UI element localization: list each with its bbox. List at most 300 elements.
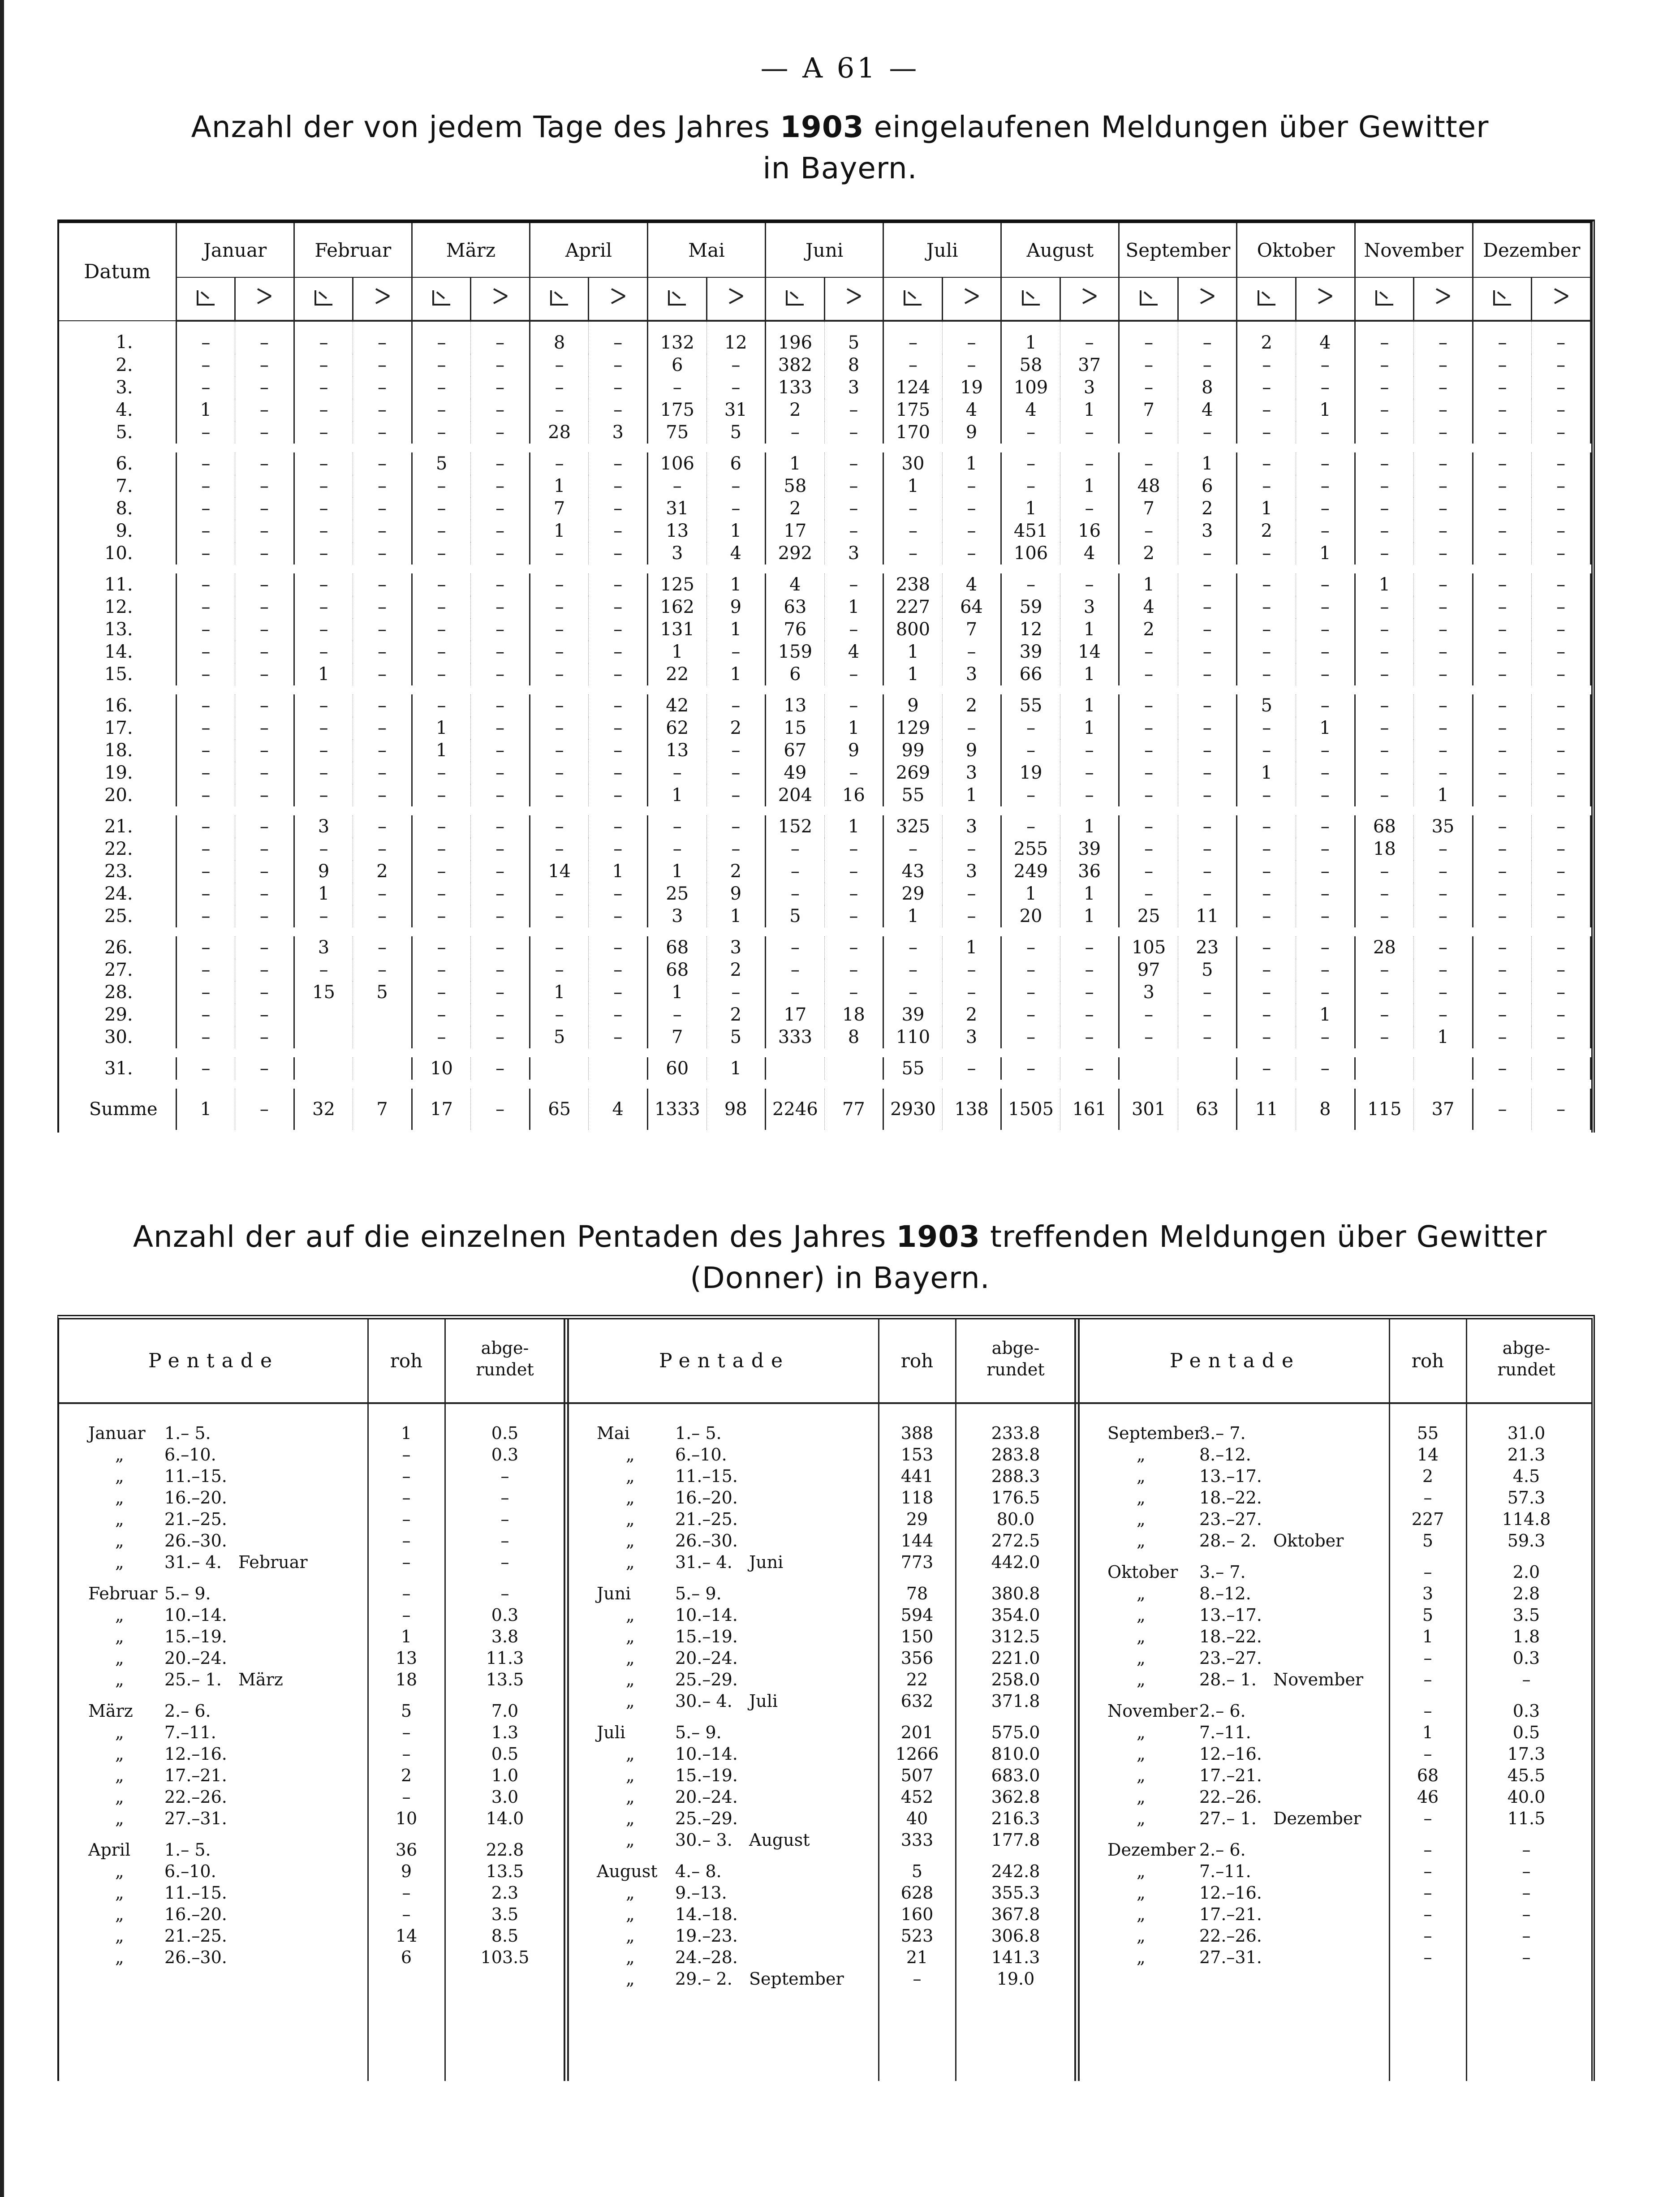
table-cell: – <box>235 452 294 475</box>
table-cell: – <box>942 475 1001 497</box>
table-cell: – <box>530 936 589 959</box>
table-cell: – <box>294 717 353 739</box>
thunderstorm-icon <box>668 290 686 306</box>
table-cell: – <box>353 694 412 717</box>
table-cell: – <box>412 905 471 927</box>
table-cell: – <box>294 452 353 475</box>
table-cell: 66 <box>1001 663 1060 685</box>
table-cell <box>353 1004 412 1026</box>
table-cell: – <box>1532 497 1591 520</box>
pentad-month: „ <box>1137 1723 1146 1742</box>
table-cell: – <box>1355 717 1414 739</box>
table-cell: 159 <box>766 641 825 663</box>
table-cell: – <box>412 596 471 618</box>
pentad-month: „ <box>1137 1488 1146 1508</box>
pentad-row <box>1081 1743 1591 1765</box>
pentad-range: 16.–20. <box>164 1904 227 1924</box>
table-cell: – <box>1532 784 1591 806</box>
table-cell: 1 <box>647 784 706 806</box>
day-label: 27. <box>59 959 176 981</box>
table-cell: – <box>1119 663 1178 685</box>
lightning-symbol-icon <box>353 277 412 321</box>
pentad-raw: 632 <box>900 1691 934 1711</box>
table-cell: – <box>176 641 235 663</box>
pentad-rounded: – <box>1522 1947 1531 1967</box>
table-row <box>59 717 1591 739</box>
table-cell: 1 <box>1414 1026 1473 1048</box>
pentad-range: 2.– 6. <box>1199 1840 1246 1860</box>
pentad-range: 18.–22. <box>1199 1488 1262 1508</box>
table-cell: – <box>1473 739 1532 762</box>
pentad-rounded: 59.3 <box>1507 1531 1546 1551</box>
pentad-raw: 523 <box>900 1926 934 1946</box>
table-cell: – <box>294 520 353 542</box>
pentad-range: 15.–19. <box>675 1766 738 1785</box>
pentad-rounded: 0.5 <box>491 1744 519 1764</box>
table-cell: 8 <box>824 354 883 376</box>
pentad-range: 17.–21. <box>1199 1904 1262 1924</box>
pentad-month: „ <box>115 1744 124 1764</box>
table-cell: – <box>1473 618 1532 641</box>
table-cell: – <box>1237 883 1296 905</box>
pentad-raw: – <box>1423 1670 1432 1689</box>
pentad-raw: 22 <box>906 1670 928 1689</box>
table-cell: 5 <box>706 421 766 444</box>
pentad-row <box>59 1530 570 1551</box>
table-cell: – <box>1473 838 1532 860</box>
lightning-symbol-icon <box>1296 277 1355 321</box>
pentad-month: März <box>88 1701 133 1721</box>
table-cell: 131 <box>647 618 706 641</box>
table-cell: – <box>1414 959 1473 981</box>
table-cell: – <box>883 959 943 981</box>
table-cell: – <box>412 883 471 905</box>
table-cell: 8 <box>1178 376 1237 399</box>
table-cell: – <box>176 860 235 883</box>
table-cell: 55 <box>883 1057 943 1080</box>
table-cell: 39 <box>1001 641 1060 663</box>
table-cell: – <box>883 936 943 959</box>
table-cell: – <box>1119 1004 1178 1026</box>
day-label: 25. <box>59 905 176 927</box>
table-cell: – <box>471 936 530 959</box>
table-cell: – <box>235 694 294 717</box>
table-cell: 49 <box>766 762 825 784</box>
table-cell: – <box>471 663 530 685</box>
table-cell: 152 <box>766 815 825 838</box>
pentad-row <box>570 1669 1081 1690</box>
pentad-raw: – <box>1423 1809 1432 1828</box>
pentad-raw: 40 <box>906 1809 928 1828</box>
pentad-month: Oktober <box>1107 1562 1178 1582</box>
pentad-raw: – <box>402 1488 411 1508</box>
table-cell: – <box>1473 399 1532 421</box>
sum-cell: 1333 <box>647 1089 706 1130</box>
pentad-range: 15.–19. <box>675 1627 738 1646</box>
table-cell: 7 <box>1119 497 1178 520</box>
table-cell: – <box>235 421 294 444</box>
pentad-raw: – <box>1423 1947 1432 1967</box>
lightning-icon <box>847 291 861 305</box>
table-cell: 23 <box>1178 936 1237 959</box>
page-number: — A 61 — <box>760 52 920 84</box>
table-cell: 4 <box>1178 399 1237 421</box>
gap-cell <box>59 564 1591 573</box>
pentad-raw: 18 <box>395 1670 418 1689</box>
lightning-icon <box>494 291 507 305</box>
table-cell: – <box>589 739 648 762</box>
table-cell: – <box>589 376 648 399</box>
table-cell: – <box>235 1057 294 1080</box>
table-cell: – <box>1296 573 1355 596</box>
table-cell: – <box>471 399 530 421</box>
lightning-icon <box>1436 291 1450 305</box>
sum-cell: 77 <box>824 1089 883 1130</box>
pentad-month: „ <box>1137 1766 1146 1785</box>
pentad-raw: 5 <box>1422 1605 1434 1625</box>
table-cell: – <box>1355 641 1414 663</box>
table-cell: – <box>1414 573 1473 596</box>
pentad-row <box>570 1882 1081 1904</box>
table-cell: – <box>1414 520 1473 542</box>
table-cell: 1 <box>824 815 883 838</box>
table-cell: 9 <box>294 860 353 883</box>
pentad-month: „ <box>626 1947 635 1967</box>
table-cell: 2 <box>706 717 766 739</box>
pentad-raw: 2 <box>1422 1466 1434 1486</box>
table-cell: – <box>235 618 294 641</box>
table-cell: 5 <box>1178 959 1237 981</box>
table-cell: – <box>824 762 883 784</box>
pentad-range: 9.–13. <box>675 1883 727 1903</box>
table-cell: 3 <box>942 663 1001 685</box>
table-cell: 1 <box>1060 905 1119 927</box>
table-cell: 13 <box>647 520 706 542</box>
pentad-range: 20.–24. <box>675 1648 738 1668</box>
pentad-rounded: 22.8 <box>486 1840 524 1860</box>
table-cell: – <box>235 860 294 883</box>
sum-label: Summe <box>59 1089 176 1130</box>
table-cell: – <box>1178 1004 1237 1026</box>
table-cell: – <box>647 1004 706 1026</box>
table-cell: – <box>1178 542 1237 564</box>
day-label: 12. <box>59 596 176 618</box>
table-cell: 2 <box>766 497 825 520</box>
pentad-range: 8.–12. <box>1199 1584 1251 1603</box>
rounded-header-line1: abge- <box>991 1338 1040 1358</box>
pentad-rounded: 362.8 <box>991 1787 1040 1807</box>
table-cell: – <box>647 815 706 838</box>
table-cell: – <box>353 959 412 981</box>
pentad-block <box>570 1319 1081 2081</box>
table-cell: 12 <box>1001 618 1060 641</box>
table-cell: – <box>235 321 294 354</box>
pentad-row <box>1081 1669 1591 1690</box>
pentad-month: „ <box>115 1926 124 1946</box>
table-cell: 3 <box>706 936 766 959</box>
table-cell: 133 <box>766 376 825 399</box>
table-cell: – <box>353 641 412 663</box>
pentad-raw: 452 <box>900 1787 934 1807</box>
table-cell: 4 <box>942 573 1001 596</box>
pentad-rounded: 367.8 <box>991 1904 1040 1924</box>
pentad-raw: 1 <box>1422 1723 1434 1742</box>
pentad-row <box>1081 1839 1591 1861</box>
table-row <box>59 860 1591 883</box>
table-cell: – <box>706 354 766 376</box>
table-cell: – <box>530 784 589 806</box>
pentad-range-month: September <box>749 1969 844 1989</box>
pentad-range: 7.–11. <box>164 1723 216 1742</box>
table-cell: – <box>1296 641 1355 663</box>
table-cell: – <box>353 815 412 838</box>
table-cell: 16 <box>1060 520 1119 542</box>
table-cell: – <box>942 497 1001 520</box>
table-cell: – <box>471 452 530 475</box>
pentad-rounded: 354.0 <box>991 1605 1040 1625</box>
table-cell: – <box>706 497 766 520</box>
table-cell: – <box>1119 860 1178 883</box>
table-cell: 68 <box>647 936 706 959</box>
pentad-row <box>1081 1561 1591 1583</box>
table-cell: – <box>1178 739 1237 762</box>
pentad-raw: 150 <box>900 1627 934 1646</box>
pentad-month: „ <box>115 1509 124 1529</box>
table-cell: – <box>1296 981 1355 1004</box>
pentad-month: „ <box>626 1488 635 1508</box>
table-cell: – <box>1355 542 1414 564</box>
table-cell: 37 <box>1060 354 1119 376</box>
day-label: 31. <box>59 1057 176 1080</box>
table-cell: – <box>824 860 883 883</box>
table-cell: 1 <box>1296 399 1355 421</box>
table-cell: 6 <box>1178 475 1237 497</box>
pentad-row <box>59 1861 570 1882</box>
table-cell: – <box>412 573 471 596</box>
table-cell: 124 <box>883 376 943 399</box>
day-label: 10. <box>59 542 176 564</box>
table-cell: – <box>1532 1057 1591 1080</box>
table-cell: 3 <box>589 421 648 444</box>
pentad-rounded: – <box>500 1552 509 1572</box>
table-cell: – <box>1001 1004 1060 1026</box>
table-cell: – <box>942 981 1001 1004</box>
pentad-range: 29.– 2. <box>675 1969 732 1989</box>
pentad-row <box>570 1690 1081 1712</box>
table-cell: – <box>1473 452 1532 475</box>
table-cell: – <box>1237 573 1296 596</box>
table-cell: 68 <box>647 959 706 981</box>
pentad-rounded: – <box>1522 1670 1531 1689</box>
table-cell: – <box>1296 596 1355 618</box>
table-cell: – <box>1532 981 1591 1004</box>
table-cell: – <box>942 717 1001 739</box>
pentade-header: Pentade <box>1169 1349 1301 1372</box>
pentad-rounded: 3.0 <box>491 1787 519 1807</box>
pentad-range: 15.–19. <box>164 1627 227 1646</box>
table-cell: – <box>1060 1057 1119 1080</box>
pentad-month: „ <box>115 1883 124 1903</box>
table-row <box>59 618 1591 641</box>
table-row <box>59 739 1591 762</box>
pentad-raw: – <box>1423 1904 1432 1924</box>
table-cell: – <box>176 497 235 520</box>
row-gap <box>59 927 1591 936</box>
table-cell: – <box>471 784 530 806</box>
table-cell: 1 <box>530 475 589 497</box>
table-cell: – <box>1473 784 1532 806</box>
table-cell: – <box>1237 452 1296 475</box>
pentad-rounded: 0.3 <box>491 1605 519 1625</box>
thunderstorm-icon <box>1493 290 1511 306</box>
table-cell: – <box>1296 497 1355 520</box>
pentad-row <box>570 1829 1081 1851</box>
day-label: 2. <box>59 354 176 376</box>
pentad-row <box>1081 1647 1591 1669</box>
table-cell: – <box>1414 1004 1473 1026</box>
table-cell: – <box>1532 641 1591 663</box>
table-cell: – <box>1473 1004 1532 1026</box>
pentad-range: 3.– 7. <box>1199 1562 1246 1582</box>
table-cell: – <box>235 573 294 596</box>
pentad-row <box>59 1444 570 1465</box>
table-cell: – <box>766 838 825 860</box>
table-cell: – <box>1355 618 1414 641</box>
pentad-range: 16.–20. <box>164 1488 227 1508</box>
pentad-raw: – <box>1423 1562 1432 1582</box>
table-cell: – <box>589 618 648 641</box>
table-cell: 451 <box>1001 520 1060 542</box>
table-cell: 19 <box>1001 762 1060 784</box>
pentad-row <box>59 1700 570 1722</box>
thunderstorm-icon <box>786 290 804 306</box>
table-cell: 1 <box>1060 399 1119 421</box>
table-cell: – <box>1001 784 1060 806</box>
table-cell: 15 <box>766 717 825 739</box>
table-cell: – <box>1001 739 1060 762</box>
datum-header: Datum <box>59 223 176 321</box>
pentad-rounded: 141.3 <box>991 1947 1040 1967</box>
pentad-range: 10.–14. <box>675 1605 738 1625</box>
table-cell: 7 <box>1119 399 1178 421</box>
day-label: 5. <box>59 421 176 444</box>
pentad-row <box>59 1508 570 1530</box>
table-cell: 15 <box>294 981 353 1004</box>
table-cell: – <box>235 883 294 905</box>
table-cell: – <box>353 905 412 927</box>
pentad-raw: 14 <box>395 1926 418 1946</box>
lightning-icon <box>1083 291 1096 305</box>
table-cell: – <box>1355 497 1414 520</box>
table-cell: – <box>530 452 589 475</box>
table-cell: – <box>883 321 943 354</box>
sum-cell: 8 <box>1296 1089 1355 1130</box>
table-cell: – <box>1473 905 1532 927</box>
pentad-rounded: – <box>500 1466 509 1486</box>
pentad-raw: – <box>1423 1648 1432 1668</box>
table-cell: – <box>235 762 294 784</box>
table-cell: – <box>589 838 648 860</box>
table-cell: – <box>766 936 825 959</box>
day-label: 21. <box>59 815 176 838</box>
table-cell: – <box>589 520 648 542</box>
table-cell: 2 <box>353 860 412 883</box>
table-cell: 2 <box>1119 618 1178 641</box>
table-cell: – <box>353 663 412 685</box>
table-cell: – <box>589 762 648 784</box>
table-cell: – <box>471 354 530 376</box>
table-cell: – <box>1237 860 1296 883</box>
table-row <box>59 838 1591 860</box>
table-cell: – <box>1355 1026 1414 1048</box>
table-cell: – <box>1473 694 1532 717</box>
table-cell: – <box>235 981 294 1004</box>
lightning-icon <box>1318 291 1332 305</box>
pentad-row <box>59 1626 570 1647</box>
scan-edge <box>0 0 4 2197</box>
pentad-range: 28.– 2. <box>1199 1531 1257 1551</box>
table-cell: 1 <box>530 520 589 542</box>
pentad-range: 21.–25. <box>675 1509 738 1529</box>
pentad-range: 26.–30. <box>675 1531 738 1551</box>
table-row <box>59 784 1591 806</box>
pentad-range: 25.– 1. <box>164 1670 222 1689</box>
pentad-rounded: 0.5 <box>491 1423 519 1443</box>
pentad-range: 12.–16. <box>164 1744 227 1764</box>
day-label: 4. <box>59 399 176 421</box>
table-cell: – <box>1355 663 1414 685</box>
pentad-rounded: 4.5 <box>1512 1466 1540 1486</box>
table-cell: – <box>176 815 235 838</box>
table-cell: 1 <box>647 981 706 1004</box>
pentad-month: „ <box>626 1830 635 1850</box>
table-cell: – <box>176 663 235 685</box>
table-cell: – <box>412 497 471 520</box>
table-cell: – <box>1296 762 1355 784</box>
table-cell: – <box>471 815 530 838</box>
table-cell: – <box>1237 905 1296 927</box>
pentad-rounded: 14.0 <box>486 1809 524 1828</box>
table-cell: – <box>294 596 353 618</box>
rounded-header-line1: abge- <box>481 1338 529 1358</box>
pentad-rounded: 13.5 <box>486 1861 524 1881</box>
pentad-rounded: 0.3 <box>491 1445 519 1465</box>
table-cell: 1 <box>706 1057 766 1080</box>
table-cell: – <box>1237 421 1296 444</box>
pentad-raw: 3 <box>1422 1584 1434 1603</box>
table-cell: 800 <box>883 618 943 641</box>
table-cell: 1 <box>766 452 825 475</box>
table-cell: – <box>1296 905 1355 927</box>
title2-part-b: treffenden Meldungen über Gewitter <box>980 1219 1547 1254</box>
table-cell: – <box>1237 815 1296 838</box>
table-cell: – <box>235 641 294 663</box>
table-cell: – <box>706 376 766 399</box>
table-cell: – <box>589 784 648 806</box>
pentad-row <box>59 1808 570 1829</box>
pentad-month: „ <box>1137 1531 1146 1551</box>
table-cell: – <box>353 321 412 354</box>
table-cell: 59 <box>1001 596 1060 618</box>
table-cell: – <box>471 520 530 542</box>
pentad-rounded: 57.3 <box>1507 1488 1546 1508</box>
pentad-range: 22.–26. <box>164 1787 227 1807</box>
table-cell: – <box>294 739 353 762</box>
pentad-reports-table <box>57 1315 1595 2081</box>
table-cell <box>353 1026 412 1048</box>
table-cell: – <box>942 838 1001 860</box>
thunderstorm-symbol-icon <box>1001 277 1060 321</box>
